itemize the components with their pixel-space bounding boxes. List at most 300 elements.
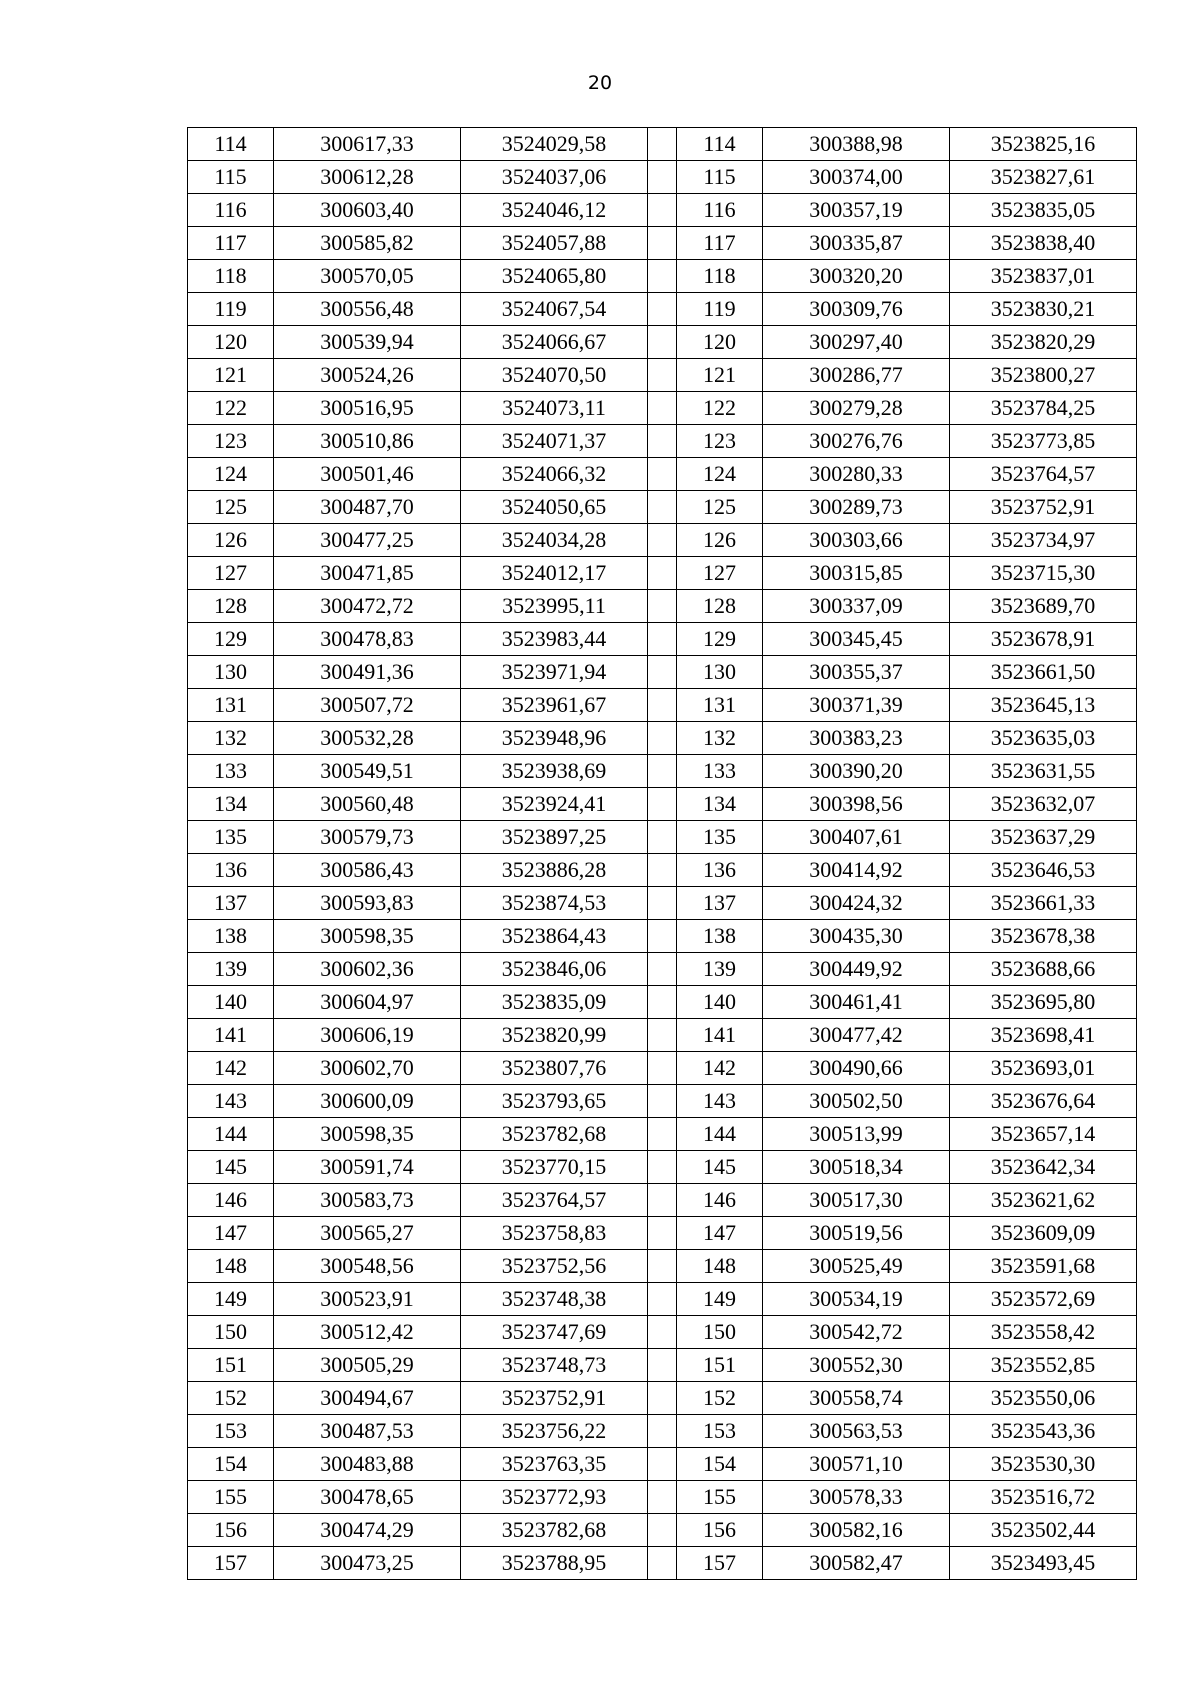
right-point-number-cell: 151 [677, 1349, 763, 1382]
right-point-number-cell: 143 [677, 1085, 763, 1118]
left-point-number-cell: 138 [188, 920, 274, 953]
table-row [188, 1283, 1137, 1316]
table-row [188, 524, 1137, 557]
spacer-cell [648, 1052, 677, 1085]
table-row [188, 1547, 1137, 1580]
right-x-coordinate-cell: 300383,23 [763, 722, 950, 755]
table-row [188, 1184, 1137, 1217]
left-point-number-cell: 131 [188, 689, 274, 722]
left-y-coordinate-cell: 3523886,28 [461, 854, 648, 887]
left-x-coordinate-cell: 300598,35 [274, 920, 461, 953]
right-x-coordinate-cell: 300276,76 [763, 425, 950, 458]
right-point-number-cell: 132 [677, 722, 763, 755]
table-row [188, 1349, 1137, 1382]
right-x-coordinate-cell: 300517,30 [763, 1184, 950, 1217]
right-point-number-cell: 123 [677, 425, 763, 458]
right-y-coordinate-cell: 3523715,30 [950, 557, 1137, 590]
left-x-coordinate-cell: 300570,05 [274, 260, 461, 293]
left-x-coordinate-cell: 300600,09 [274, 1085, 461, 1118]
right-x-coordinate-cell: 300534,19 [763, 1283, 950, 1316]
left-x-coordinate-cell: 300602,70 [274, 1052, 461, 1085]
table-row [188, 194, 1137, 227]
left-x-coordinate-cell: 300507,72 [274, 689, 461, 722]
right-x-coordinate-cell: 300309,76 [763, 293, 950, 326]
right-y-coordinate-cell: 3523698,41 [950, 1019, 1137, 1052]
table-row [188, 1316, 1137, 1349]
left-point-number-cell: 152 [188, 1382, 274, 1415]
left-point-number-cell: 142 [188, 1052, 274, 1085]
left-point-number-cell: 137 [188, 887, 274, 920]
left-x-coordinate-cell: 300539,94 [274, 326, 461, 359]
left-point-number-cell: 149 [188, 1283, 274, 1316]
coordinates-table-body [188, 128, 1137, 1580]
left-x-coordinate-cell: 300591,74 [274, 1151, 461, 1184]
left-y-coordinate-cell: 3523835,09 [461, 986, 648, 1019]
spacer-cell [648, 293, 677, 326]
left-y-coordinate-cell: 3524046,12 [461, 194, 648, 227]
left-point-number-cell: 134 [188, 788, 274, 821]
right-x-coordinate-cell: 300388,98 [763, 128, 950, 161]
right-point-number-cell: 120 [677, 326, 763, 359]
left-y-coordinate-cell: 3524057,88 [461, 227, 648, 260]
right-point-number-cell: 116 [677, 194, 763, 227]
left-point-number-cell: 124 [188, 458, 274, 491]
spacer-cell [648, 722, 677, 755]
table-row [188, 491, 1137, 524]
right-x-coordinate-cell: 300371,39 [763, 689, 950, 722]
right-point-number-cell: 128 [677, 590, 763, 623]
table-row [188, 953, 1137, 986]
left-point-number-cell: 151 [188, 1349, 274, 1382]
left-y-coordinate-cell: 3523756,22 [461, 1415, 648, 1448]
right-point-number-cell: 138 [677, 920, 763, 953]
left-point-number-cell: 154 [188, 1448, 274, 1481]
table-row [188, 1151, 1137, 1184]
table-row [188, 161, 1137, 194]
right-point-number-cell: 156 [677, 1514, 763, 1547]
right-x-coordinate-cell: 300390,20 [763, 755, 950, 788]
table-row [188, 128, 1137, 161]
left-y-coordinate-cell: 3523846,06 [461, 953, 648, 986]
right-y-coordinate-cell: 3523800,27 [950, 359, 1137, 392]
right-x-coordinate-cell: 300286,77 [763, 359, 950, 392]
right-y-coordinate-cell: 3523773,85 [950, 425, 1137, 458]
right-point-number-cell: 117 [677, 227, 763, 260]
left-y-coordinate-cell: 3524050,65 [461, 491, 648, 524]
table-row [188, 1382, 1137, 1415]
right-y-coordinate-cell: 3523678,38 [950, 920, 1137, 953]
left-y-coordinate-cell: 3524066,32 [461, 458, 648, 491]
right-point-number-cell: 126 [677, 524, 763, 557]
spacer-cell [648, 755, 677, 788]
table-row [188, 722, 1137, 755]
left-x-coordinate-cell: 300593,83 [274, 887, 461, 920]
right-y-coordinate-cell: 3523502,44 [950, 1514, 1137, 1547]
right-y-coordinate-cell: 3523572,69 [950, 1283, 1137, 1316]
spacer-cell [648, 1481, 677, 1514]
right-x-coordinate-cell: 300552,30 [763, 1349, 950, 1382]
table-row [188, 1052, 1137, 1085]
right-x-coordinate-cell: 300518,34 [763, 1151, 950, 1184]
left-point-number-cell: 144 [188, 1118, 274, 1151]
right-point-number-cell: 139 [677, 953, 763, 986]
right-y-coordinate-cell: 3523827,61 [950, 161, 1137, 194]
right-point-number-cell: 127 [677, 557, 763, 590]
left-x-coordinate-cell: 300548,56 [274, 1250, 461, 1283]
right-point-number-cell: 150 [677, 1316, 763, 1349]
left-point-number-cell: 120 [188, 326, 274, 359]
left-point-number-cell: 119 [188, 293, 274, 326]
right-y-coordinate-cell: 3523516,72 [950, 1481, 1137, 1514]
right-point-number-cell: 142 [677, 1052, 763, 1085]
table-row [188, 458, 1137, 491]
left-x-coordinate-cell: 300516,95 [274, 392, 461, 425]
left-y-coordinate-cell: 3523793,65 [461, 1085, 648, 1118]
right-y-coordinate-cell: 3523752,91 [950, 491, 1137, 524]
right-y-coordinate-cell: 3523635,03 [950, 722, 1137, 755]
table-row [188, 920, 1137, 953]
right-y-coordinate-cell: 3523552,85 [950, 1349, 1137, 1382]
left-point-number-cell: 139 [188, 953, 274, 986]
left-x-coordinate-cell: 300505,29 [274, 1349, 461, 1382]
spacer-cell [648, 1217, 677, 1250]
right-x-coordinate-cell: 300558,74 [763, 1382, 950, 1415]
right-point-number-cell: 154 [677, 1448, 763, 1481]
left-point-number-cell: 128 [188, 590, 274, 623]
table-row [188, 293, 1137, 326]
spacer-cell [648, 1151, 677, 1184]
table-row [188, 359, 1137, 392]
left-y-coordinate-cell: 3523747,69 [461, 1316, 648, 1349]
left-point-number-cell: 147 [188, 1217, 274, 1250]
right-y-coordinate-cell: 3523838,40 [950, 227, 1137, 260]
left-y-coordinate-cell: 3523782,68 [461, 1514, 648, 1547]
page-number: 20 [587, 72, 613, 94]
table-row [188, 656, 1137, 689]
left-point-number-cell: 141 [188, 1019, 274, 1052]
right-y-coordinate-cell: 3523837,01 [950, 260, 1137, 293]
left-point-number-cell: 122 [188, 392, 274, 425]
right-y-coordinate-cell: 3523825,16 [950, 128, 1137, 161]
right-point-number-cell: 131 [677, 689, 763, 722]
left-point-number-cell: 156 [188, 1514, 274, 1547]
spacer-cell [648, 920, 677, 953]
right-x-coordinate-cell: 300435,30 [763, 920, 950, 953]
right-y-coordinate-cell: 3523645,13 [950, 689, 1137, 722]
spacer-cell [648, 194, 677, 227]
right-x-coordinate-cell: 300315,85 [763, 557, 950, 590]
right-x-coordinate-cell: 300320,20 [763, 260, 950, 293]
left-y-coordinate-cell: 3523752,56 [461, 1250, 648, 1283]
spacer-cell [648, 821, 677, 854]
left-point-number-cell: 129 [188, 623, 274, 656]
spacer-cell [648, 425, 677, 458]
spacer-cell [648, 623, 677, 656]
left-x-coordinate-cell: 300606,19 [274, 1019, 461, 1052]
left-y-coordinate-cell: 3523772,93 [461, 1481, 648, 1514]
right-point-number-cell: 147 [677, 1217, 763, 1250]
spacer-cell [648, 458, 677, 491]
left-x-coordinate-cell: 300579,73 [274, 821, 461, 854]
spacer-cell [648, 1085, 677, 1118]
left-x-coordinate-cell: 300472,72 [274, 590, 461, 623]
left-x-coordinate-cell: 300474,29 [274, 1514, 461, 1547]
left-x-coordinate-cell: 300523,91 [274, 1283, 461, 1316]
left-y-coordinate-cell: 3523758,83 [461, 1217, 648, 1250]
right-y-coordinate-cell: 3523695,80 [950, 986, 1137, 1019]
left-point-number-cell: 117 [188, 227, 274, 260]
spacer-cell [648, 1382, 677, 1415]
right-point-number-cell: 125 [677, 491, 763, 524]
spacer-cell [648, 788, 677, 821]
right-y-coordinate-cell: 3523530,30 [950, 1448, 1137, 1481]
right-x-coordinate-cell: 300582,47 [763, 1547, 950, 1580]
spacer-cell [648, 1184, 677, 1217]
spacer-cell [648, 326, 677, 359]
right-x-coordinate-cell: 300513,99 [763, 1118, 950, 1151]
spacer-cell [648, 656, 677, 689]
right-point-number-cell: 155 [677, 1481, 763, 1514]
left-point-number-cell: 126 [188, 524, 274, 557]
right-y-coordinate-cell: 3523550,06 [950, 1382, 1137, 1415]
right-point-number-cell: 141 [677, 1019, 763, 1052]
spacer-cell [648, 1547, 677, 1580]
spacer-cell [648, 986, 677, 1019]
left-y-coordinate-cell: 3523864,43 [461, 920, 648, 953]
right-x-coordinate-cell: 300335,87 [763, 227, 950, 260]
right-x-coordinate-cell: 300542,72 [763, 1316, 950, 1349]
left-x-coordinate-cell: 300565,27 [274, 1217, 461, 1250]
table-row [188, 1250, 1137, 1283]
left-x-coordinate-cell: 300471,85 [274, 557, 461, 590]
left-point-number-cell: 143 [188, 1085, 274, 1118]
table-row [188, 326, 1137, 359]
spacer-cell [648, 689, 677, 722]
left-point-number-cell: 157 [188, 1547, 274, 1580]
spacer-cell [648, 590, 677, 623]
right-y-coordinate-cell: 3523543,36 [950, 1415, 1137, 1448]
left-y-coordinate-cell: 3524066,67 [461, 326, 648, 359]
table-row [188, 1481, 1137, 1514]
left-y-coordinate-cell: 3523748,73 [461, 1349, 648, 1382]
right-x-coordinate-cell: 300357,19 [763, 194, 950, 227]
left-point-number-cell: 114 [188, 128, 274, 161]
left-y-coordinate-cell: 3523874,53 [461, 887, 648, 920]
right-point-number-cell: 136 [677, 854, 763, 887]
left-x-coordinate-cell: 300510,86 [274, 425, 461, 458]
right-y-coordinate-cell: 3523661,33 [950, 887, 1137, 920]
right-x-coordinate-cell: 300279,28 [763, 392, 950, 425]
table-row [188, 623, 1137, 656]
right-point-number-cell: 153 [677, 1415, 763, 1448]
right-point-number-cell: 157 [677, 1547, 763, 1580]
left-y-coordinate-cell: 3524067,54 [461, 293, 648, 326]
left-point-number-cell: 127 [188, 557, 274, 590]
left-x-coordinate-cell: 300560,48 [274, 788, 461, 821]
left-y-coordinate-cell: 3523764,57 [461, 1184, 648, 1217]
right-x-coordinate-cell: 300345,45 [763, 623, 950, 656]
left-y-coordinate-cell: 3523752,91 [461, 1382, 648, 1415]
table-row [188, 1217, 1137, 1250]
right-y-coordinate-cell: 3523591,68 [950, 1250, 1137, 1283]
table-row [188, 227, 1137, 260]
left-y-coordinate-cell: 3523782,68 [461, 1118, 648, 1151]
right-x-coordinate-cell: 300303,66 [763, 524, 950, 557]
right-y-coordinate-cell: 3523835,05 [950, 194, 1137, 227]
right-y-coordinate-cell: 3523642,34 [950, 1151, 1137, 1184]
right-y-coordinate-cell: 3523637,29 [950, 821, 1137, 854]
right-x-coordinate-cell: 300289,73 [763, 491, 950, 524]
left-x-coordinate-cell: 300478,83 [274, 623, 461, 656]
right-y-coordinate-cell: 3523646,53 [950, 854, 1137, 887]
table-row [188, 1448, 1137, 1481]
right-x-coordinate-cell: 300578,33 [763, 1481, 950, 1514]
left-y-coordinate-cell: 3524037,06 [461, 161, 648, 194]
right-y-coordinate-cell: 3523661,50 [950, 656, 1137, 689]
right-x-coordinate-cell: 300337,09 [763, 590, 950, 623]
right-x-coordinate-cell: 300571,10 [763, 1448, 950, 1481]
right-y-coordinate-cell: 3523820,29 [950, 326, 1137, 359]
spacer-cell [648, 1415, 677, 1448]
right-point-number-cell: 124 [677, 458, 763, 491]
right-x-coordinate-cell: 300407,61 [763, 821, 950, 854]
right-y-coordinate-cell: 3523631,55 [950, 755, 1137, 788]
table-row [188, 887, 1137, 920]
right-y-coordinate-cell: 3523621,62 [950, 1184, 1137, 1217]
left-x-coordinate-cell: 300487,53 [274, 1415, 461, 1448]
spacer-cell [648, 392, 677, 425]
left-point-number-cell: 146 [188, 1184, 274, 1217]
left-x-coordinate-cell: 300477,25 [274, 524, 461, 557]
spacer-cell [648, 1019, 677, 1052]
spacer-cell [648, 491, 677, 524]
spacer-cell [648, 1349, 677, 1382]
left-x-coordinate-cell: 300483,88 [274, 1448, 461, 1481]
spacer-cell [648, 1283, 677, 1316]
right-point-number-cell: 122 [677, 392, 763, 425]
left-y-coordinate-cell: 3523924,41 [461, 788, 648, 821]
spacer-cell [648, 887, 677, 920]
right-y-coordinate-cell: 3523734,97 [950, 524, 1137, 557]
left-y-coordinate-cell: 3523983,44 [461, 623, 648, 656]
left-y-coordinate-cell: 3523770,15 [461, 1151, 648, 1184]
spacer-cell [648, 1448, 677, 1481]
left-y-coordinate-cell: 3524012,17 [461, 557, 648, 590]
left-y-coordinate-cell: 3524029,58 [461, 128, 648, 161]
left-y-coordinate-cell: 3523938,69 [461, 755, 648, 788]
left-x-coordinate-cell: 300524,26 [274, 359, 461, 392]
right-x-coordinate-cell: 300477,42 [763, 1019, 950, 1052]
right-point-number-cell: 148 [677, 1250, 763, 1283]
left-y-coordinate-cell: 3524034,28 [461, 524, 648, 557]
spacer-cell [648, 1514, 677, 1547]
right-point-number-cell: 144 [677, 1118, 763, 1151]
left-y-coordinate-cell: 3523948,96 [461, 722, 648, 755]
left-y-coordinate-cell: 3523807,76 [461, 1052, 648, 1085]
spacer-cell [648, 854, 677, 887]
left-y-coordinate-cell: 3523897,25 [461, 821, 648, 854]
left-point-number-cell: 116 [188, 194, 274, 227]
left-point-number-cell: 150 [188, 1316, 274, 1349]
right-y-coordinate-cell: 3523678,91 [950, 623, 1137, 656]
spacer-cell [648, 524, 677, 557]
right-point-number-cell: 121 [677, 359, 763, 392]
right-point-number-cell: 115 [677, 161, 763, 194]
right-point-number-cell: 119 [677, 293, 763, 326]
left-y-coordinate-cell: 3523820,99 [461, 1019, 648, 1052]
right-y-coordinate-cell: 3523764,57 [950, 458, 1137, 491]
table-row [188, 689, 1137, 722]
table-row [188, 1118, 1137, 1151]
left-x-coordinate-cell: 300487,70 [274, 491, 461, 524]
right-x-coordinate-cell: 300449,92 [763, 953, 950, 986]
left-y-coordinate-cell: 3524073,11 [461, 392, 648, 425]
right-y-coordinate-cell: 3523830,21 [950, 293, 1137, 326]
spacer-cell [648, 1250, 677, 1283]
left-point-number-cell: 155 [188, 1481, 274, 1514]
right-point-number-cell: 129 [677, 623, 763, 656]
table-row [188, 755, 1137, 788]
right-x-coordinate-cell: 300374,00 [763, 161, 950, 194]
right-point-number-cell: 118 [677, 260, 763, 293]
left-y-coordinate-cell: 3524071,37 [461, 425, 648, 458]
right-point-number-cell: 137 [677, 887, 763, 920]
left-x-coordinate-cell: 300598,35 [274, 1118, 461, 1151]
right-x-coordinate-cell: 300525,49 [763, 1250, 950, 1283]
table-row [188, 821, 1137, 854]
table-row [188, 1415, 1137, 1448]
spacer-cell [648, 128, 677, 161]
right-y-coordinate-cell: 3523657,14 [950, 1118, 1137, 1151]
left-point-number-cell: 135 [188, 821, 274, 854]
table-row [188, 788, 1137, 821]
table-row [188, 1019, 1137, 1052]
right-y-coordinate-cell: 3523676,64 [950, 1085, 1137, 1118]
table-row [188, 392, 1137, 425]
left-x-coordinate-cell: 300532,28 [274, 722, 461, 755]
spacer-cell [648, 1316, 677, 1349]
right-y-coordinate-cell: 3523493,45 [950, 1547, 1137, 1580]
left-x-coordinate-cell: 300491,36 [274, 656, 461, 689]
right-x-coordinate-cell: 300424,32 [763, 887, 950, 920]
right-x-coordinate-cell: 300490,66 [763, 1052, 950, 1085]
left-x-coordinate-cell: 300556,48 [274, 293, 461, 326]
right-point-number-cell: 134 [677, 788, 763, 821]
left-x-coordinate-cell: 300512,42 [274, 1316, 461, 1349]
left-point-number-cell: 133 [188, 755, 274, 788]
coordinates-table [187, 127, 1137, 1580]
left-x-coordinate-cell: 300473,25 [274, 1547, 461, 1580]
left-point-number-cell: 121 [188, 359, 274, 392]
left-x-coordinate-cell: 300612,28 [274, 161, 461, 194]
right-y-coordinate-cell: 3523784,25 [950, 392, 1137, 425]
left-point-number-cell: 145 [188, 1151, 274, 1184]
left-point-number-cell: 115 [188, 161, 274, 194]
spacer-cell [648, 1118, 677, 1151]
right-point-number-cell: 140 [677, 986, 763, 1019]
left-x-coordinate-cell: 300604,97 [274, 986, 461, 1019]
left-x-coordinate-cell: 300501,46 [274, 458, 461, 491]
right-point-number-cell: 152 [677, 1382, 763, 1415]
right-x-coordinate-cell: 300519,56 [763, 1217, 950, 1250]
right-x-coordinate-cell: 300398,56 [763, 788, 950, 821]
table-row [188, 1085, 1137, 1118]
spacer-cell [648, 161, 677, 194]
left-x-coordinate-cell: 300603,40 [274, 194, 461, 227]
left-point-number-cell: 130 [188, 656, 274, 689]
right-x-coordinate-cell: 300355,37 [763, 656, 950, 689]
left-y-coordinate-cell: 3523788,95 [461, 1547, 648, 1580]
